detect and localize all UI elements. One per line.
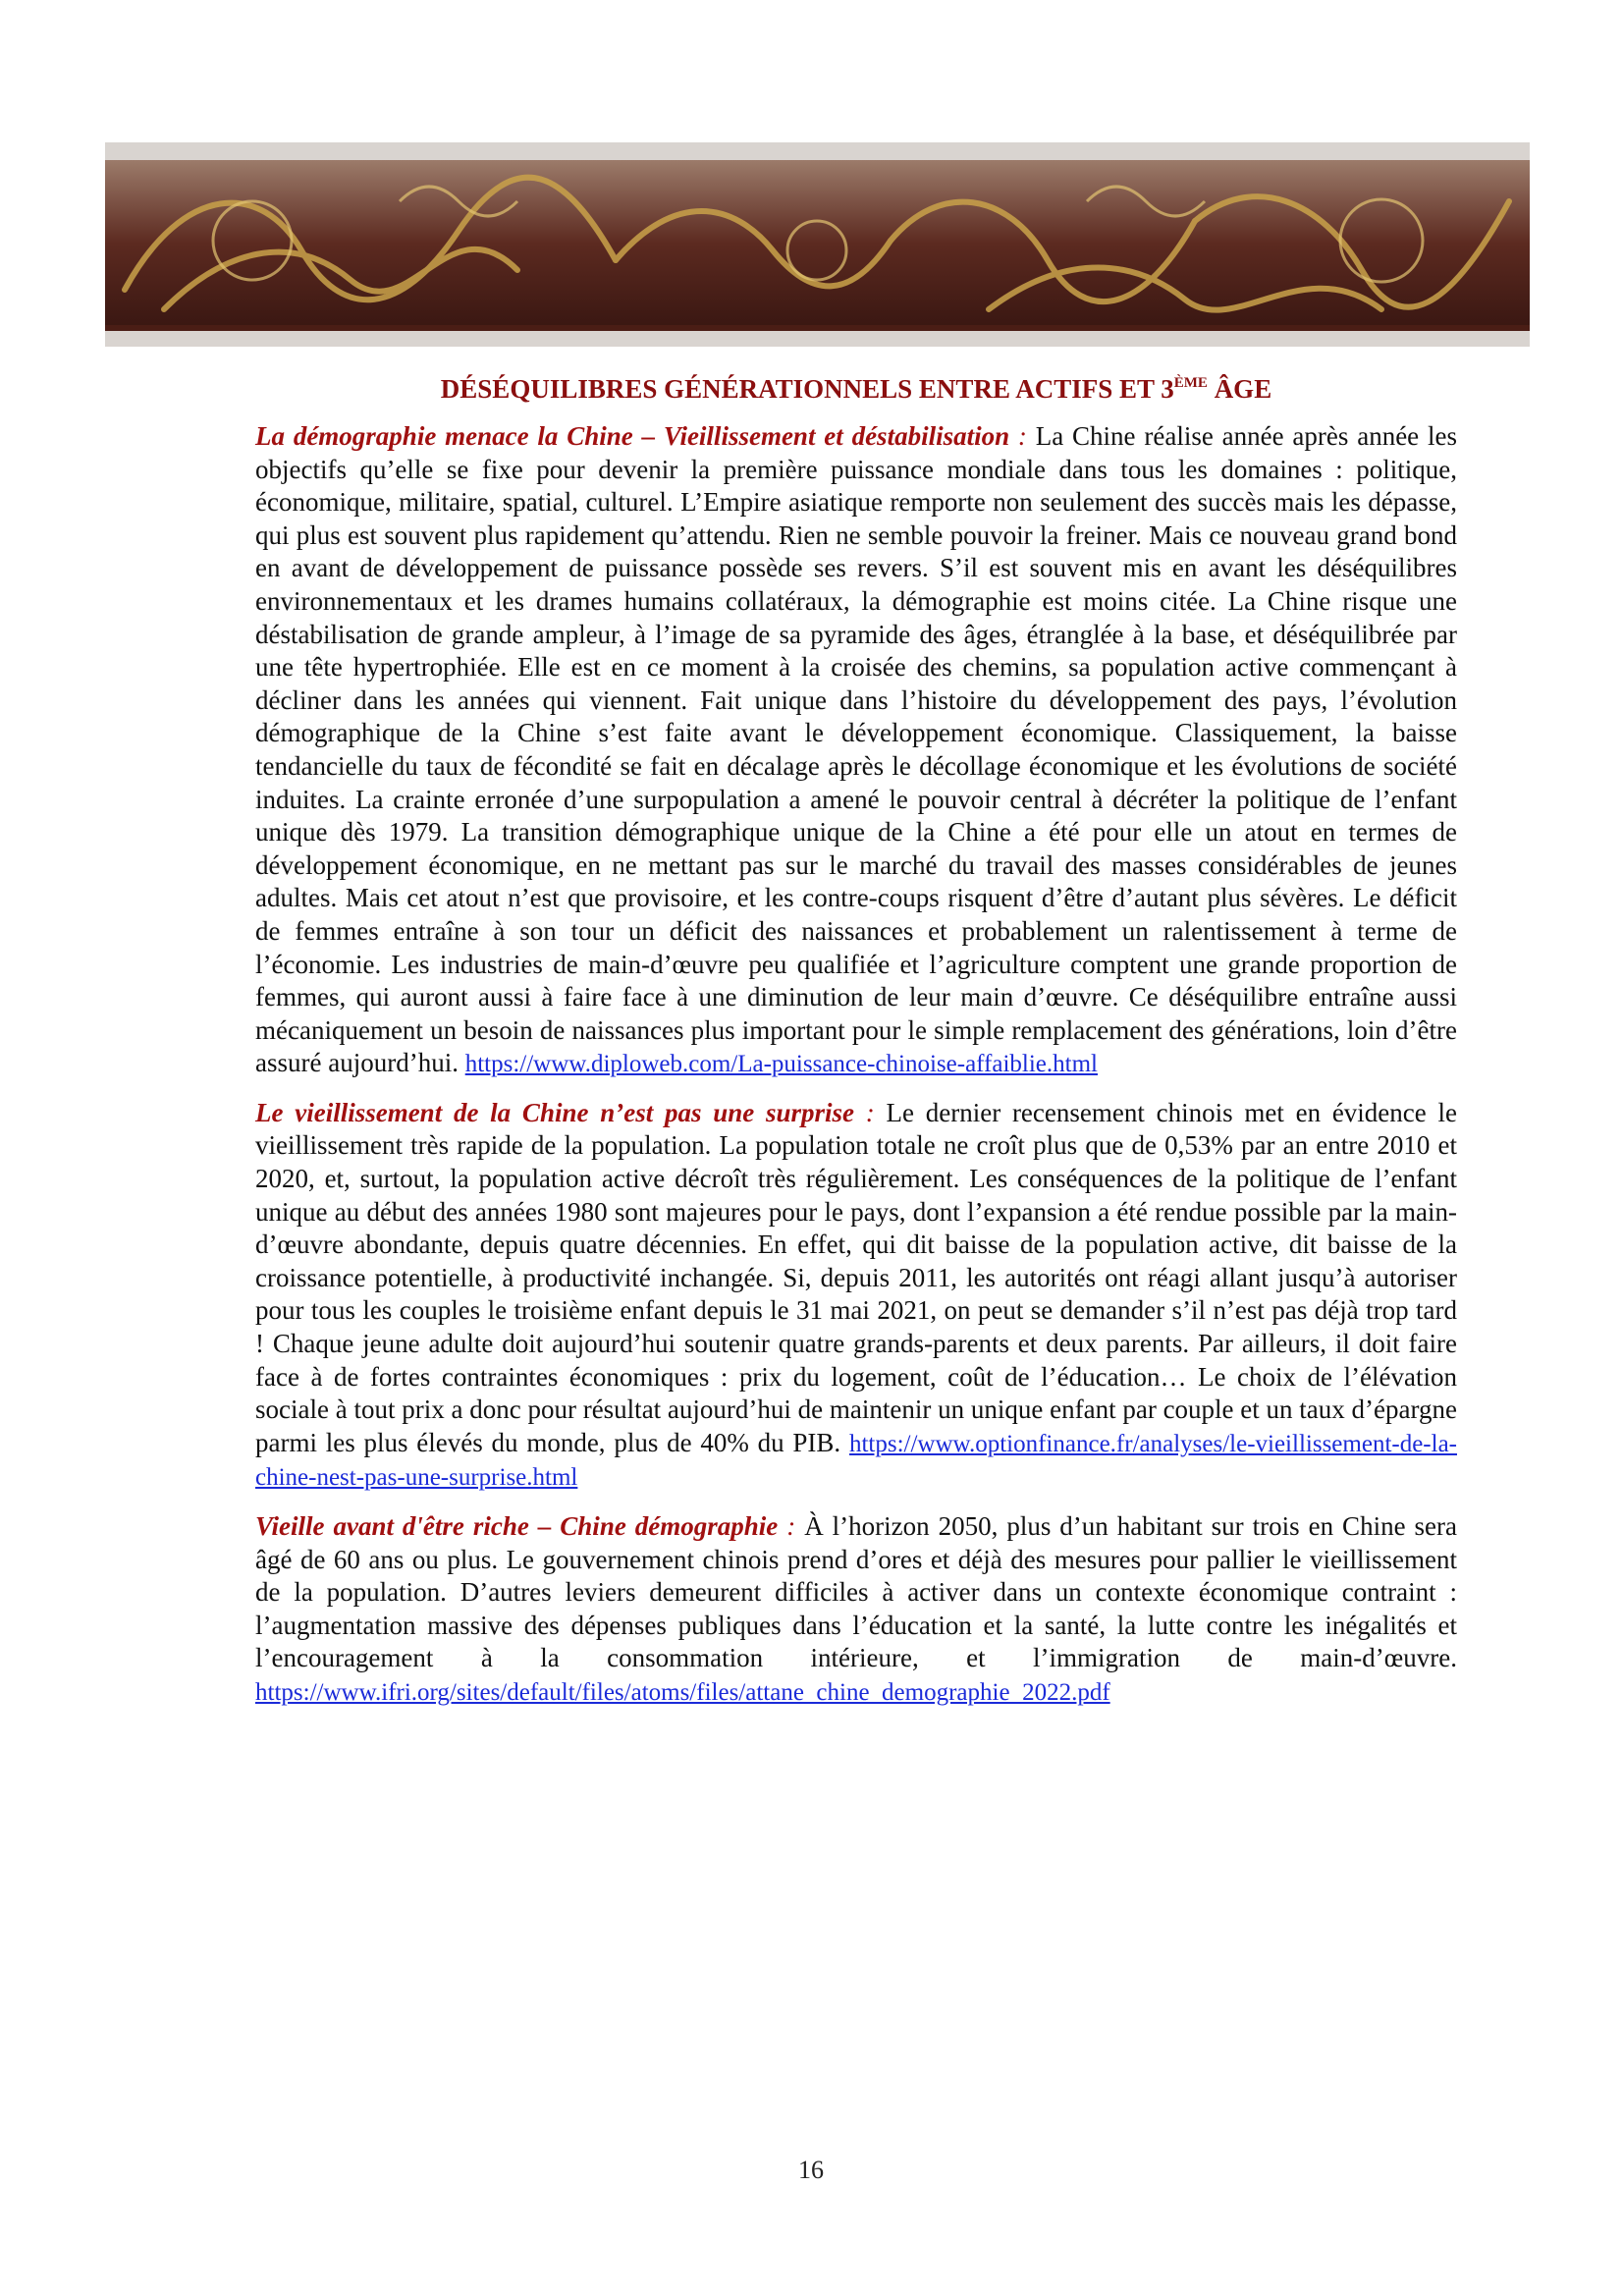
title-end: ÂGE	[1207, 374, 1272, 404]
page-number: 16	[798, 2156, 824, 2184]
title-text: DÉSÉQUILIBRES GÉNÉRATIONNELS ENTRE ACTIFS ET 3	[440, 374, 1174, 404]
section-heading: La démographie menace la Chine – Vieillissement et déstabilisation	[255, 421, 1010, 451]
section-body: La Chine réalise année après année les objectifs qu’elle se fixe pour devenir la première puissance mondiale dans tous les domaines : politique, économique, militaire, spatial, culturel. L’Empire asiatique remporte non seulement des succès mais les dépasse, qui plus est souvent plus rapidement qu’attendu. Rien ne semble pouvoir la freiner. Mais ce nouveau grand bond en avant de développement de puissance possède ses revers. S’il est souvent mis en avant les déséquilibres environnementaux et les drames humains collatéraux, la démographie est moins citée. La Chine risque une déstabilisation de grande ampleur, à l’image de sa pyramide des âges, étranglée à la base, et déséquilibrée par une tête hypertrophiée. Elle est en ce moment à la croisée des chemins, sa population active commençant à décliner dans les années qui viennent. Fait unique dans l’histoire du développement des pays, l’évolution démographique de la Chine s’est faite avant le développement économique. Classiquement, la baisse tendancielle du taux de fécondité se fait en décalage après le décollage économique et les évolutions de société induites. La crainte erronée d’une surpopulation a amené le pouvoir central à décréter la politique de l’enfant unique dès 1979. La transition démographique unique de la Chine a été pour elle un atout en termes de développement économique, en ne mettant pas sur le marché du travail des masses considérables de jeunes adultes. Mais cet atout n’est que provisoire, et les contre-coups risquent d’être d’autant plus sévères. Le déficit de femmes entraîne à son tour un déficit des naissances et probablement un ralentissement à terme de l’économie. Les industries de main-d’œuvre peu qualifiée et l’agriculture comptent une grande proportion de femmes, qui auront aussi à faire face à une diminution de leur main d’œuvre. Ce déséquilibre entraîne aussi mécaniquement un besoin de naissances plus important pour le simple remplacement des générations, loin d’être assuré aujourd’hui.	[255, 421, 1457, 1078]
carved-panel-illustration	[105, 142, 1530, 347]
section-separator: :	[778, 1511, 805, 1541]
section-heading: Vieille avant d'être riche – Chine démographie	[255, 1511, 779, 1541]
page-title	[255, 371, 1457, 407]
section-1	[255, 420, 1457, 1081]
section-3	[255, 1510, 1457, 1710]
section-separator: :	[1009, 421, 1036, 451]
article-content	[255, 371, 1457, 1725]
section-heading: Le vieillissement de la Chine n’est pas une surprise	[255, 1097, 855, 1127]
section-body: À l’horizon 2050, plus d’un habitant sur trois en Chine sera âgé de 60 ans ou plus. Le gouvernement chinois prend d’ores et déjà des mesures pour pallier le vieillissement de la population. D’autres leviers demeurent difficiles à activer dans un contexte économique contraint : l’augmentation massive des dépenses publiques dans l’éducation et la santé, la lutte contre les inégalités et l’encouragement à la consommation intérieure, et l’immigration de main-d’œuvre.	[255, 1511, 1457, 1673]
section-2	[255, 1097, 1457, 1495]
banner-image	[105, 142, 1530, 347]
title-superscript: ÈME	[1173, 375, 1208, 391]
section-body: Le dernier recensement chinois met en évidence le vieillissement très rapide de la population. La population totale ne croît plus que de 0,53% par an entre 2010 et 2020, et, surtout, la population active décroît très régulièrement. Les conséquences de la politique de l’enfant unique au début des années 1980 sont majeures pour le pays, dont l’expansion a été rendue possible par la main-d’œuvre abondante, depuis quatre décennies. En effet, qui dit baisse de la population active, dit baisse de la croissance potentielle, à productivité inchangée. Si, depuis 2011, les autorités ont réagi allant jusqu’à autoriser pour tous les couples le troisième enfant depuis le 31 mai 2021, on peut se demander s’il n’est pas déjà trop tard ! Chaque jeune adulte doit aujourd’hui soutenir quatre grands-parents et deux parents. Par ailleurs, il doit faire face à de fortes contraintes économiques : prix du logement, coût de l’éducation… Le choix de l’élévation sociale à tout prix a donc pour résultat aujourd’hui de maintenir un unique enfant par couple et un taux d’épargne parmi les plus élevés du monde, plus de 40% du PIB.	[255, 1097, 1457, 1457]
section-separator: :	[854, 1097, 887, 1127]
source-link[interactable]: https://www.diploweb.com/La-puissance-chinoise-affaiblie.html	[464, 1051, 1098, 1078]
source-link[interactable]: https://www.ifri.org/sites/default/files/atoms/files/attane_chine_demographie_2022.pdf	[255, 1678, 1110, 1706]
source-link[interactable]: https://www.optionfinance.fr/analyses/le-vieillissement-de-la-chine-nest-pas-une-surprise.html	[255, 1430, 1457, 1492]
